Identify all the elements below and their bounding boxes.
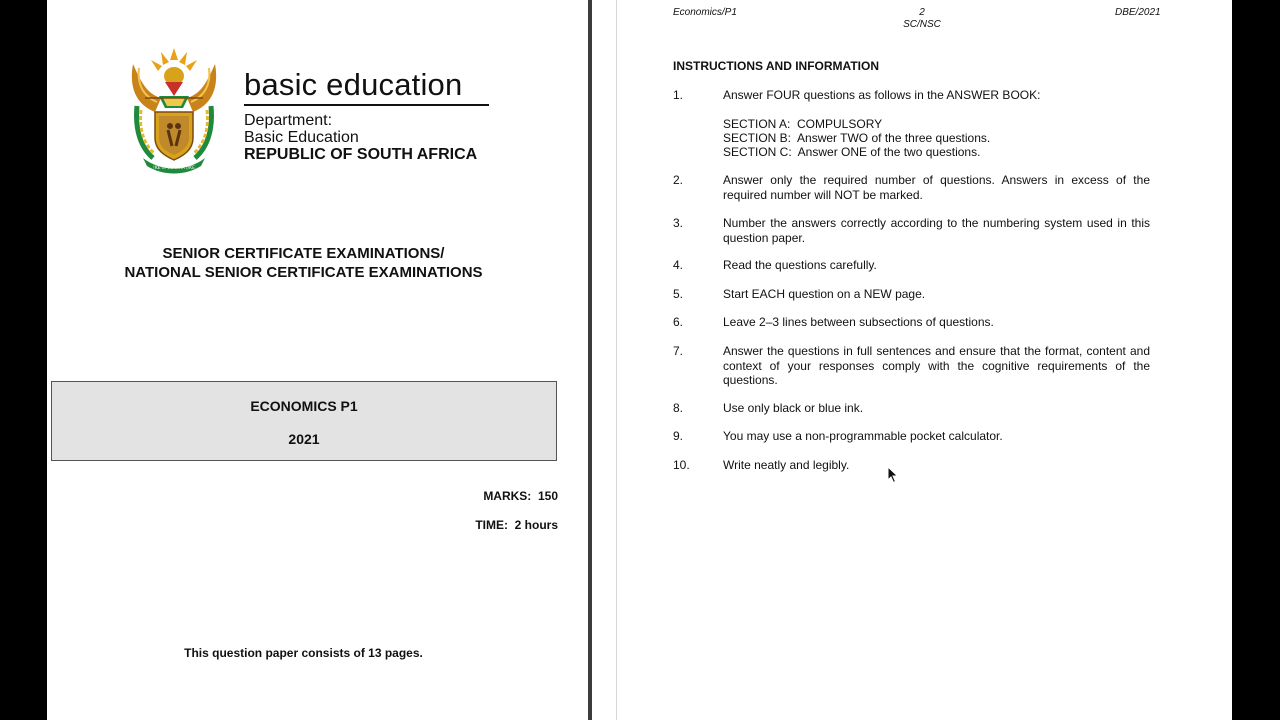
item-text: Answer the questions in full sentences and ensure that the format, content and context of your responses comply with the cognitive requirements of the questions.	[723, 344, 1150, 387]
coat-motto: !KE E: /XARRA //KE	[153, 166, 195, 171]
header-subject: Economics/P1	[673, 7, 737, 18]
exam-title-line-1: SENIOR CERTIFICATE EXAMINATIONS/	[162, 245, 445, 262]
exam-title-line-2: NATIONAL SENIOR CERTIFICATE EXAMINATIONS	[124, 264, 483, 281]
marks-label: MARKS: 150	[483, 489, 558, 503]
viewer-right-margin	[1232, 0, 1280, 720]
cover-page	[47, 0, 586, 720]
page-gutter-line	[588, 0, 592, 720]
section-c-line: SECTION C: Answer ONE of the two questions.	[723, 144, 981, 159]
item-text-main: Answer FOUR questions as follows in the ANSWER BOOK:	[723, 88, 1041, 102]
brand-department: Department:	[244, 112, 333, 129]
header-page-number: 2	[919, 7, 925, 18]
section-b-line: SECTION B: Answer TWO of the three questions.	[723, 130, 991, 145]
item-number: 10.	[673, 458, 690, 472]
section-a-line: SECTION A: COMPULSORY	[723, 116, 883, 131]
subject-name: ECONOMICS P1	[250, 398, 358, 414]
brand-country: REPUBLIC OF SOUTH AFRICA	[244, 146, 478, 163]
header-page-info	[887, 7, 957, 31]
subject-box	[51, 381, 557, 461]
item-text	[723, 88, 1150, 159]
item-number: 8.	[673, 401, 684, 415]
item-text: Read the questions carefully.	[723, 258, 877, 272]
brand-unit: Basic Education	[244, 129, 359, 146]
time-label: TIME: 2 hours	[475, 518, 558, 532]
item-text: Answer only the required number of questions. Answers in excess of the required number will NOT be marked.	[723, 173, 1150, 202]
item-text: You may use a non-programmable pocket calculator.	[723, 429, 1003, 443]
item-number: 9.	[673, 429, 684, 443]
mouse-pointer-icon	[887, 466, 899, 484]
coat-of-arms-icon	[125, 46, 223, 174]
list-item	[673, 88, 1151, 160]
item-number: 2.	[673, 173, 684, 187]
item-text: Write neatly and legibly.	[723, 458, 850, 472]
header-exam-code: SC/NSC	[903, 19, 941, 30]
item-text: Start EACH question on a NEW page.	[723, 287, 926, 301]
item-number: 4.	[673, 258, 684, 272]
page-count-note: This question paper consists of 13 pages.	[184, 646, 423, 660]
item-text: Leave 2–3 lines between subsections of questions.	[723, 315, 994, 329]
item-text: Number the answers correctly according to the numbering system used in this question paper.	[723, 216, 1150, 245]
instructions-heading: INSTRUCTIONS AND INFORMATION	[673, 59, 879, 73]
item-number: 5.	[673, 287, 684, 301]
brand-divider	[244, 104, 489, 106]
brand-title: basic education	[244, 67, 463, 102]
item-number: 7.	[673, 344, 684, 358]
instructions-page	[616, 0, 1233, 720]
department-brand	[244, 68, 489, 163]
item-number: 3.	[673, 216, 684, 230]
exam-title	[47, 244, 560, 282]
item-number: 6.	[673, 315, 684, 329]
section-list	[723, 117, 1150, 159]
subject-year: 2021	[288, 431, 320, 447]
header-dbe-year: DBE/2021	[1115, 7, 1161, 18]
item-text: Use only black or blue ink.	[723, 401, 864, 415]
item-number: 1.	[673, 88, 684, 102]
